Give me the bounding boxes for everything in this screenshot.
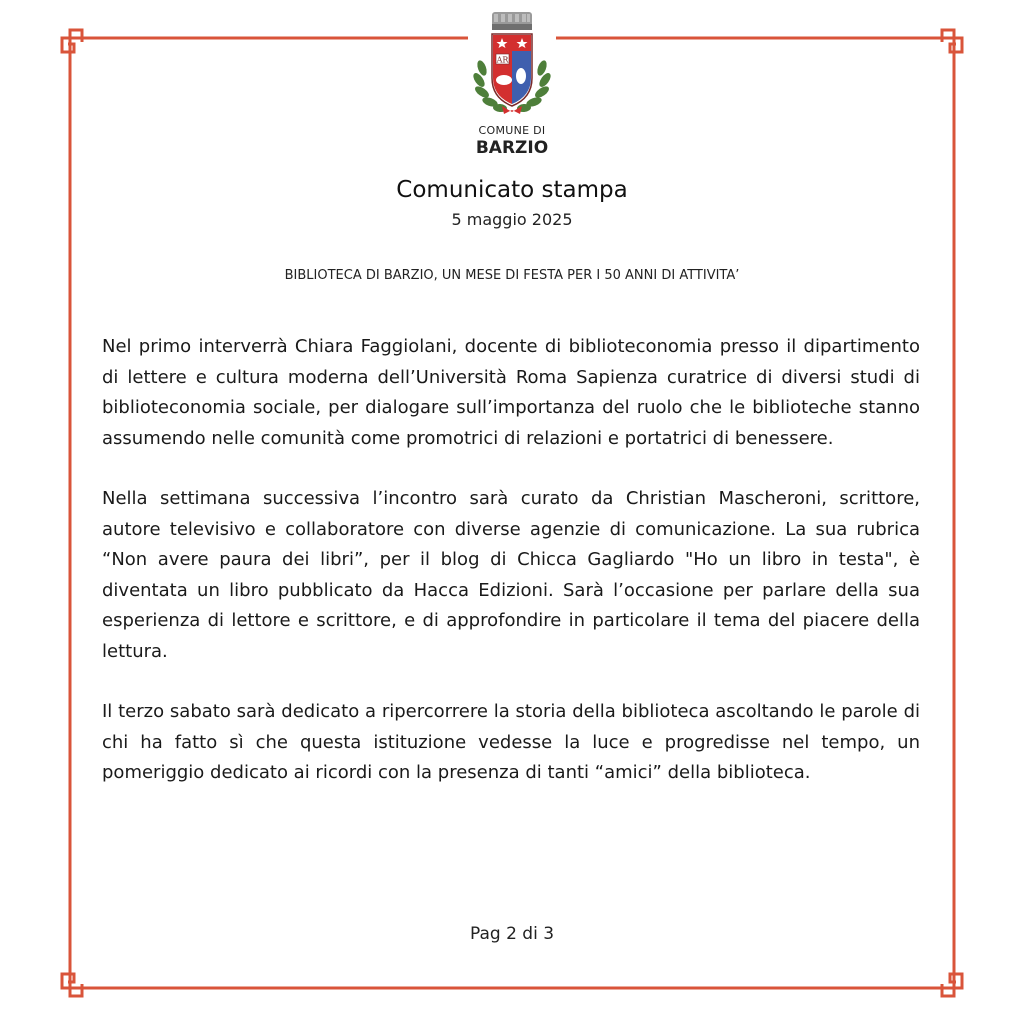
crown-icon — [492, 12, 532, 30]
document-title: Comunicato stampa — [396, 177, 628, 203]
svg-text:AR: AR — [496, 55, 509, 65]
body-paragraph: Nel primo interverrà Chiara Faggiolani, docente di biblioteconomia presso il dipartimento di lettere e cultura moderna dell’Università Roma Sapienza curatrice di diversi studi di biblioteconomia sociale, per dialogare sull’importanza del ruolo che le biblioteche stanno assumendo nelle comunità come promotrici di relazioni e portatrici di benessere. — [102, 336, 920, 449]
press-headline: BIBLIOTECA DI BARZIO, UN MESE DI FESTA PER I 50 ANNI DI ATTIVITA’ — [284, 268, 740, 283]
page-number: Pag 2 di 3 — [469, 924, 555, 944]
comune-crest-icon — [462, 8, 562, 120]
comune-label: COMUNE DI — [478, 124, 546, 137]
document-date: 5 maggio 2025 — [451, 210, 573, 229]
body-paragraph: Il terzo sabato sarà dedicato a ripercorrere la storia della biblioteca ascoltando le parole di chi ha fatto sì che questa istituzione vedesse la luce e progredisse nel tempo, un pomeriggio dedicato ai ricordi con la presenza di tanti “amici” della biblioteca. — [102, 701, 920, 783]
comune-name: BARZIO — [475, 138, 549, 158]
document-body — [102, 332, 920, 819]
body-paragraph: Nella settimana successiva l’incontro sarà curato da Christian Mascheroni, scrittore, autore televisivo e collaboratore con diverse agenzie di comunicazione. La sua rubrica “Non avere paura dei libri”, per il blog di Chicca Gagliardo "Ho un libro in testa", è diventata un libro pubblicato da Hacca Edizioni. Sarà l’occasione per parlare della sua esperienza di lettore e scrittore, e di approfondire in particolare il tema del piacere della lettura. — [102, 488, 920, 662]
